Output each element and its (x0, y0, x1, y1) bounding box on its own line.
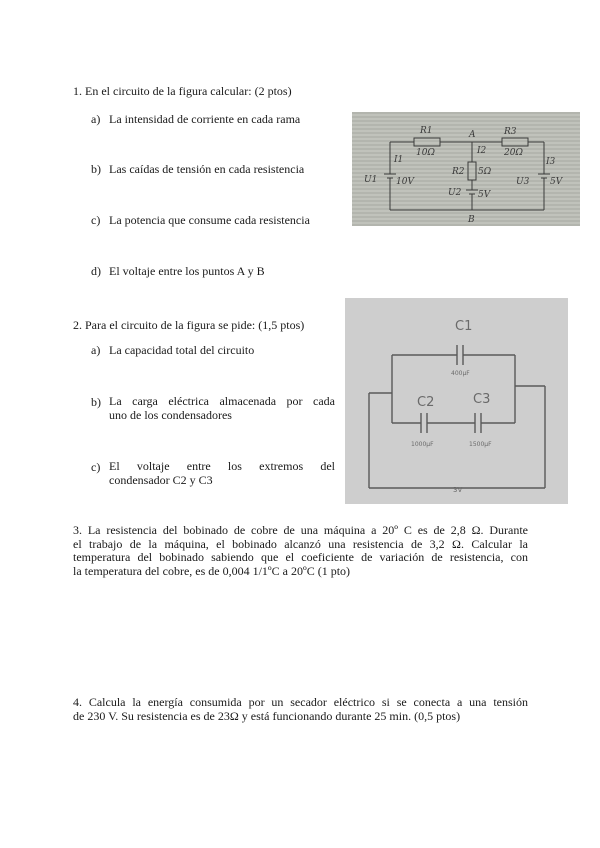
q1-item-d-text: El voltaje entre los puntos A y B (109, 264, 265, 278)
q1-fig-u3-value: 5V (550, 177, 563, 187)
q2-item-a (91, 343, 254, 357)
q2-fig-c3: C3 (473, 392, 491, 407)
q1-item-b-label: b) (91, 162, 101, 176)
q3-line-1: 3. La resistencia del bobinado de cobre de una máquina a 20º C es de 2,8 Ω. Durante (73, 523, 528, 537)
q1-fig-r3: R3 (504, 127, 517, 137)
q2-fig-source: 3V (453, 486, 463, 494)
q1-fig-r1-value: 10Ω (416, 148, 435, 158)
q1-fig-r3-value: 20Ω (504, 148, 523, 158)
q4-statement (73, 696, 528, 723)
q3-line-2: el trabajo de la máquina, el bobinado alcanzó una resistencia de 3,2 Ω. Calcular la (73, 536, 528, 551)
q1-circuit-figure (352, 112, 580, 226)
q2-capacitor-figure (345, 298, 568, 504)
q2-item-c-line1: El voltaje entre los extremos del (109, 459, 335, 473)
q1-fig-i1: I1 (394, 155, 404, 165)
q2-fig-c3-value: 1500μF (469, 441, 492, 448)
q1-item-d-label: d) (91, 264, 101, 278)
q1-item-a-text: La intensidad de corriente en cada rama (109, 112, 301, 126)
q1-item-a-label: a) (91, 112, 101, 126)
q2-capacitor-drawing (345, 298, 568, 504)
q2-fig-c1-value: 400μF (451, 370, 470, 377)
q2-item-c-line2: condensador C2 y C3 (109, 473, 213, 487)
q4-line-1: 4. Calcula la energía consumida por un secador eléctrico si se conecta a una tensión (73, 695, 528, 709)
q1-item-c (91, 213, 310, 227)
q1-item-a (91, 112, 300, 126)
q1-circuit-drawing (352, 112, 580, 226)
q1-fig-i3: I3 (546, 157, 556, 167)
q1-item-b-text: Las caídas de tensión en cada resistencia (109, 162, 305, 176)
q2-fig-c2: C2 (417, 395, 435, 410)
q1-fig-point-a: A (469, 130, 476, 140)
q2-item-a-text: La capacidad total del circuito (109, 343, 255, 357)
q1-fig-r1: R1 (420, 126, 433, 136)
q1-fig-r2-value: 5Ω (478, 167, 492, 177)
q1-fig-u2-value: 5V (478, 190, 491, 200)
q3-line-3: temperatura del bobinado sabiendo que el coeficiente de variación de resistencia, con (73, 550, 528, 564)
q1-fig-r2: R2 (452, 167, 465, 177)
q1-fig-u1-value: 10V (396, 177, 414, 187)
q2-item-c-label: c) (91, 460, 101, 474)
q1-title: 1. En el circuito de la figura calcular: (2 ptos) (73, 84, 292, 98)
q2-fig-c1: C1 (455, 319, 473, 334)
q2-title: 2. Para el circuito de la figura se pide: (1,5 ptos) (73, 318, 305, 332)
q2-item-b-line1: La carga eléctrica almacenada por cada (109, 394, 335, 408)
q2-fig-c2-value: 1000μF (411, 441, 434, 448)
q2-item-b-line2: uno de los condensadores (109, 408, 232, 422)
q2-item-b-label: b) (91, 395, 101, 409)
q1-item-c-label: c) (91, 213, 101, 227)
q1-fig-u2: U2 (448, 188, 462, 198)
q1-fig-u3: U3 (516, 177, 530, 187)
q1-fig-point-b: B (468, 215, 475, 225)
q2-item-a-label: a) (91, 343, 101, 357)
q4-line-2: de 230 V. Su resistencia es de 23Ω y está funcionando durante 25 min. (0,5 ptos) (73, 708, 461, 723)
q1-item-b (91, 162, 304, 176)
q1-fig-u1: U1 (364, 175, 378, 185)
q3-statement (73, 524, 528, 578)
q3-line-4: la temperatura del cobre, es de 0,004 1/1ºC a 20ºC (1 pto) (73, 563, 351, 578)
q1-item-d (91, 264, 265, 278)
q1-item-c-text: La potencia que consume cada resistencia (109, 213, 310, 227)
q1-fig-i2: I2 (477, 146, 487, 156)
